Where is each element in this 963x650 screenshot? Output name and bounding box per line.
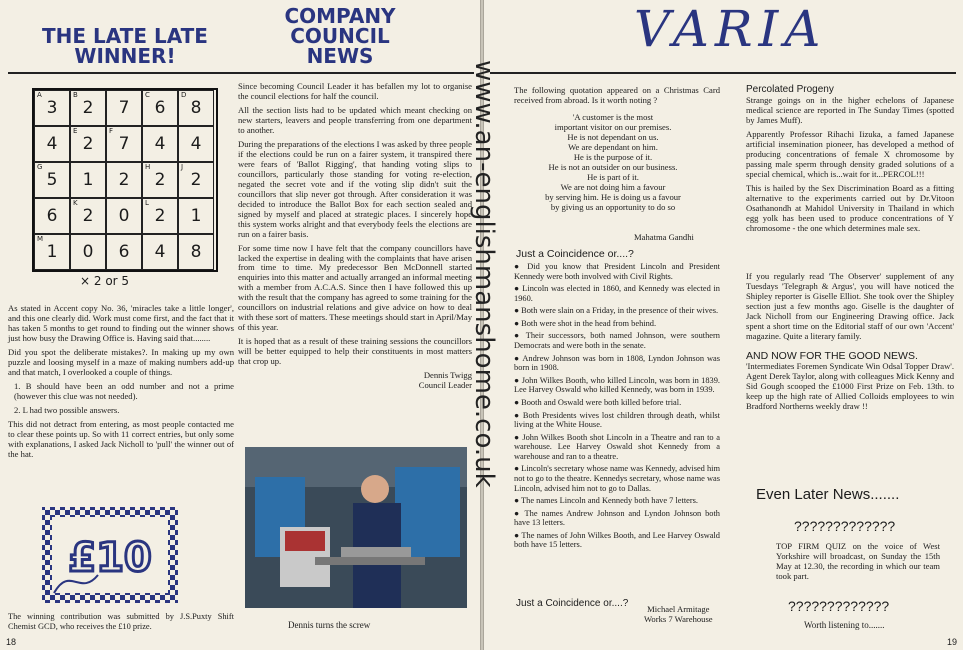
crossword-cell [34, 162, 70, 198]
bullet-icon: ● [514, 284, 523, 294]
quote-line: by serving him. He is doing us a favour [545, 192, 681, 203]
quote-line: We are not doing him a favour [560, 182, 666, 193]
signature-role: Council Leader [418, 380, 472, 391]
right-page [484, 0, 963, 650]
council-paragraph: For some time now I have felt that the company councillors have lacked the expertise in dealing with the complaints that have arisen from time to time. My predecessor Ben McDonnell started enquiries into this matter and actually arranged an informal meeting with a member from A.C.A.S. Since then I have followed this up with the result that the company has agreed to some training for the councillors on industrial relations and give advice on how to deal with these sort of matters. These meetings should start in April/May of this year. [238, 242, 472, 333]
quote-line: He is part of it. [587, 172, 639, 183]
crossword-cell-value: 4 [154, 134, 166, 154]
crossword-cell-value: 1 [82, 170, 94, 190]
observer-article: If you regularly read 'The Observer' supplement of any Tuesdays 'Telegraph & Argus', you will have noticed the Shipley reporter is Giselle Elliot. She took over the Shipley section just a few months ago. Giselle is the daughter of Jack Nicholl from our Engineering Drawing office. Jack spent a short time on the Editorial staff of our own 'Accent' magazine. Quite a literary family. [746, 271, 954, 341]
winner-paragraph: Did you spot the deliberate mistakes?. In making up my own puzzle and loosing myself in a maze of making numbers add-up and that match, I overlooked a couple of things. [8, 346, 234, 377]
council-title-line: NEWS [306, 44, 374, 68]
crossword-cell-value: 2 [82, 134, 94, 154]
crossword-cell [106, 198, 142, 234]
varia-title: VARIA [634, 0, 827, 58]
crossword-cell-value: 2 [118, 170, 130, 190]
winner-paragraph: This did not detract from entering, as most people contacted me to clear these points up. So with 11 correct entries, but only some with explanations, I asked Jack Nicholl to 'pull' the winner out of the hat. [8, 418, 234, 459]
crossword-cell-value: 4 [154, 242, 166, 262]
quote-author: Mahatma Gandhi [634, 232, 694, 242]
coincidence-text: Lincoln was elected in 1860, and Kennedy was elected in 1960. [514, 284, 720, 303]
good-news-heading: AND NOW FOR THE GOOD NEWS. [746, 350, 918, 362]
crossword-cell [142, 162, 178, 198]
crossword-cell [70, 126, 106, 162]
progeny-paragraph: Apparently Professor Rihachi Iizuka, a famed Japanese artificial insemination pioneer, has developed a method of producing concentrations of female X chromosome by passing male sperm through density graded solutions of a special chemical, which is...wait for it...PERCOL!!! [746, 128, 954, 179]
crossword-cell [178, 162, 214, 198]
coincidence-item [514, 376, 720, 395]
crossword-cell-value: 2 [82, 98, 94, 118]
quote-line: He is not dependant on us. [567, 132, 659, 143]
quote-line: He is the purpose of it. [573, 152, 653, 163]
crossword-cell [142, 126, 178, 162]
signature-name: Dennis Twigg [423, 370, 472, 381]
coincidence-text: Andrew Johnson was born in 1808, Lyndon Johnson was born in 1908. [514, 353, 720, 373]
crossword-cell-value: 6 [154, 98, 166, 118]
quote-line: He is not an outsider on our business. [548, 162, 678, 173]
crossword-cell-value: 8 [190, 98, 202, 118]
number-crossword [32, 88, 218, 272]
crossword-cell-tag: E [73, 127, 78, 135]
coincidence-text: The names Lincoln and Kennedy both have 7 letters. [521, 496, 698, 506]
crossword-cell [178, 126, 214, 162]
coincidence-text: Their successors, both named Johnson, were southern Democrats and were both in the senate. [514, 331, 720, 351]
crossword-cell [34, 126, 70, 162]
crossword-cell [34, 90, 70, 126]
dennis-photo [245, 447, 467, 608]
crossword-cell-value: 4 [46, 134, 58, 154]
crossword-cell-value: 8 [190, 242, 202, 262]
coincidence-item [514, 531, 720, 550]
crossword-cell [70, 198, 106, 234]
crossword-cell-value: 7 [118, 98, 130, 118]
crossword-cell [34, 198, 70, 234]
crossword-cell [34, 234, 70, 270]
council-paragraph: During the preparations of the elections I was asked by three people if the elections could be run on a fairer system, it transpired there were fears of 'Ballot Rigging', that handing voting slips to councillors, particularly those standing for voting re-election, negated the secret vote and if the voting slip didn't suit the councillors that slip never got through. After consideration it was decided to introduce the Ballot Box for each section sealed and signed by myself and placed at strategic places. I sincerely hope this system works alright and that everybody feels the elections are run on a fairer basis. [238, 138, 472, 239]
winner-paragraph: 1. B should have been an odd number and not a prime (however this clue was not needed). [14, 380, 234, 401]
ten-pound-badge [40, 505, 180, 605]
page-number-left: 18 [6, 637, 17, 647]
crossword-cell-value: 2 [154, 206, 166, 226]
crossword-cell [106, 90, 142, 126]
left-page [0, 0, 480, 650]
bullet-icon: ● [514, 410, 523, 420]
bullet-icon: ● [514, 508, 525, 518]
crossword-cell-tag: F [109, 127, 114, 135]
left-header-rule [8, 72, 474, 74]
crossword-cell [106, 162, 142, 198]
credit-dept: Works 7 Warehouse [644, 614, 713, 624]
question-marks: ????????????? [794, 518, 896, 534]
bullet-icon: ● [514, 397, 522, 407]
council-article [238, 82, 472, 391]
crossword-cell-tag: M [37, 235, 44, 243]
council-paragraph: All the section lists had to be updated which meant checking on new starters, leavers and people transferring from one department to another. [238, 104, 472, 135]
coincidence-text: Did you know that President Lincoln and President Kennedy were both involved with Civil Rights. [514, 262, 720, 281]
good-news-article: 'Intermediates Foremen Syndicate Win Odsal Topper Draw'. Agent Derek Taylor, along with colleagues Mick Kenny and Sid Gough scooped the £1000 First Prize on Feb. 13th. to keep up the high rate of Allied Colloids employees to win Bradford Northerns weekly draw !! [746, 361, 954, 411]
council-title-line: COUNCIL [290, 24, 390, 48]
crossword-cell-tag: H [145, 163, 151, 171]
coincidence-footer: Just a Coincidence or....? [516, 598, 629, 609]
crossword-cell-value: 1 [46, 242, 58, 262]
crossword-cell-value: 0 [118, 206, 130, 226]
crossword-cell-tag: D [181, 91, 187, 99]
bullet-icon: ● [514, 432, 523, 442]
quote-line: 'A customer is the most [572, 112, 654, 122]
later-news-heading: Even Later News....... [756, 486, 900, 503]
coincidence-item [514, 319, 720, 329]
quote-line: important visitor on our premises. [554, 122, 672, 133]
crossword-cell-value: 2 [190, 170, 202, 190]
bullet-icon: ● [514, 331, 526, 341]
crossword-cell [178, 90, 214, 126]
crossword-cell-tag: J [181, 163, 184, 171]
coincidence-text: Lincoln's secretary whose name was Kennedy, advised him not to go to the theatre. Kennedys secretary, whose name was Lincoln, advised him not to go to Dallas. [514, 464, 720, 493]
quiz-article: TOP FIRM QUIZ on the voice of West Yorkshire will broadcast, on Sunday the 15th May at 12.30, the recording in which our team took part. [776, 541, 940, 581]
bullet-icon: ● [514, 464, 522, 474]
late-winner-title [20, 26, 230, 66]
crossword-cell [142, 90, 178, 126]
late-winner-title-line: THE LATE LATE [42, 24, 208, 48]
coincidence-text: Both were slain on a Friday, in the presence of their wives. [521, 306, 719, 316]
progeny-paragraph: This is hailed by the Sex Discrimination Board as a fitting alternative to the experiments carried out by Dr.Vitoon Osathanondh at Mahidol University in Thailand in which egg yolk has been used to produce concentrations of Y chromosome - the one which determines male sex. [746, 182, 954, 233]
crossword-cell [142, 234, 178, 270]
gandhi-quote [506, 112, 720, 212]
coincidence-text: The names Andrew Johnson and Lyndon Johnson both have 13 letters. [514, 508, 720, 528]
prize-amount: £10 [68, 535, 152, 581]
crossword-cell-tag: B [73, 91, 78, 99]
bullet-icon: ● [514, 530, 522, 540]
crossword-cell-value: 0 [82, 242, 94, 262]
progeny-heading: Percolated Progeny [746, 84, 834, 95]
late-winner-title-line: WINNER! [74, 44, 176, 68]
crossword-cell-value: 6 [118, 242, 130, 262]
crossword-cell-value: 4 [190, 134, 202, 154]
bullet-icon: ● [514, 306, 522, 316]
coincidence-heading: Just a Coincidence or....? [516, 248, 634, 260]
crossword-cell [178, 234, 214, 270]
crossword-cell-value: 5 [46, 170, 58, 190]
coincidence-item [514, 464, 720, 493]
crossword-cell [106, 126, 142, 162]
question-marks-2: ????????????? [788, 598, 890, 614]
crossword-cell-value: 7 [118, 134, 130, 154]
winner-caption: The winning contribution was submitted by J.S.Puxty Shift Chemist GCD, who receives the £10 prize. [8, 612, 234, 631]
quote-line: We are dependant on him. [568, 142, 658, 153]
crossword-cell [142, 198, 178, 234]
crossword-cell-value: 2 [154, 170, 166, 190]
coincidence-text: John Wilkes Booth shot Lincoln in a Theatre and ran to a warehouse. Lee Harvey Oswald shot Kennedy from a warehouse and ran to a theatre. [514, 432, 720, 461]
progeny-paragraph: Strange goings on in the higher echelons of Japanese medical science are reported in The Sunday Times (spotted by James Muff). [746, 95, 954, 125]
coincidence-text: Both Presidents wives lost children through death, whilst living at the White House. [514, 410, 721, 430]
watermark-text: www.an-englishmanshome.co.uk [469, 60, 499, 488]
quotation-intro: The following quotation appeared on a Christmas Card received from abroad. Is it worth noting ? [514, 85, 720, 105]
coincidence-item [514, 262, 720, 281]
crossword-cell-value: 1 [190, 206, 202, 226]
coincidence-item [514, 496, 720, 506]
crossword-cell-tag: L [145, 199, 149, 207]
coincidence-item [514, 354, 720, 373]
council-paragraph: It is hoped that as a result of these training sessions the councillors will be better equipped to help their constituents in most matters that crop up. [238, 336, 472, 367]
coincidence-item [514, 411, 720, 430]
crossword-cell-tag: C [145, 91, 150, 99]
coincidence-item [514, 509, 720, 528]
bullet-icon: ● [514, 353, 523, 363]
coincidence-list [514, 262, 720, 553]
page-number-right: 19 [946, 637, 957, 647]
quote-line: by giving us an opportunity to do so [550, 202, 676, 213]
bullet-icon: ● [514, 375, 522, 385]
crossword-cell-tag: G [37, 163, 43, 171]
bullet-icon: ● [514, 262, 528, 271]
council-title-line: COMPANY [284, 4, 396, 28]
crossword-cell-value: 3 [46, 98, 58, 118]
bullet-icon: ● [514, 318, 522, 328]
coincidence-credit [644, 604, 713, 624]
photo-caption: Dennis turns the screw [288, 620, 371, 630]
crossword-caption: × 2 or 5 [80, 274, 130, 288]
winner-paragraph: As stated in Accent copy No. 36, 'miracles take a little longer', and this one clearly did. Work must come first, and the fact that it has taken 5 months to get round to finding out the winner shows just how busy the Drawing Office is. Having said that........ [8, 303, 234, 343]
coincidence-text: Booth and Oswald were both killed before trial. [521, 397, 682, 407]
coincidence-item [514, 398, 720, 408]
worth-listening: Worth listening to....... [804, 620, 885, 630]
crossword-cell-tag: K [73, 199, 78, 207]
coincidence-text: John Wilkes Booth, who killed Lincoln, was born in 1839. Lee Harvey Oswald who killed Kennedy, was born in 1939. [514, 375, 721, 395]
coincidence-item [514, 306, 720, 316]
crossword-cell [178, 198, 214, 234]
winner-paragraph: 2. L had two possible answers. [14, 404, 120, 415]
crossword-cell [106, 234, 142, 270]
coincidence-text: Both were shot in the head from behind. [521, 318, 657, 328]
crossword-cell [70, 90, 106, 126]
crossword-cell-tag: A [37, 91, 42, 99]
bullet-icon: ● [514, 496, 522, 506]
crossword-cell [70, 162, 106, 198]
coincidence-item [514, 284, 720, 303]
council-paragraph: Since becoming Council Leader it has befallen my lot to organise the council elections for half the council. [238, 81, 472, 101]
winner-article [8, 304, 234, 464]
credit-name: Michael Armitage [647, 604, 710, 614]
crossword-cell [70, 234, 106, 270]
coincidence-item [514, 433, 720, 462]
crossword-cell-value: 6 [46, 206, 58, 226]
coincidence-text: The names of John Wilkes Booth, and Lee Harvey Oswald both have 15 letters. [514, 530, 720, 550]
crossword-cell-value: 2 [82, 206, 94, 226]
progeny-article [746, 96, 954, 238]
council-title [270, 6, 410, 66]
coincidence-item [514, 331, 720, 350]
council-signature [238, 371, 472, 391]
right-header-rule [490, 72, 956, 74]
